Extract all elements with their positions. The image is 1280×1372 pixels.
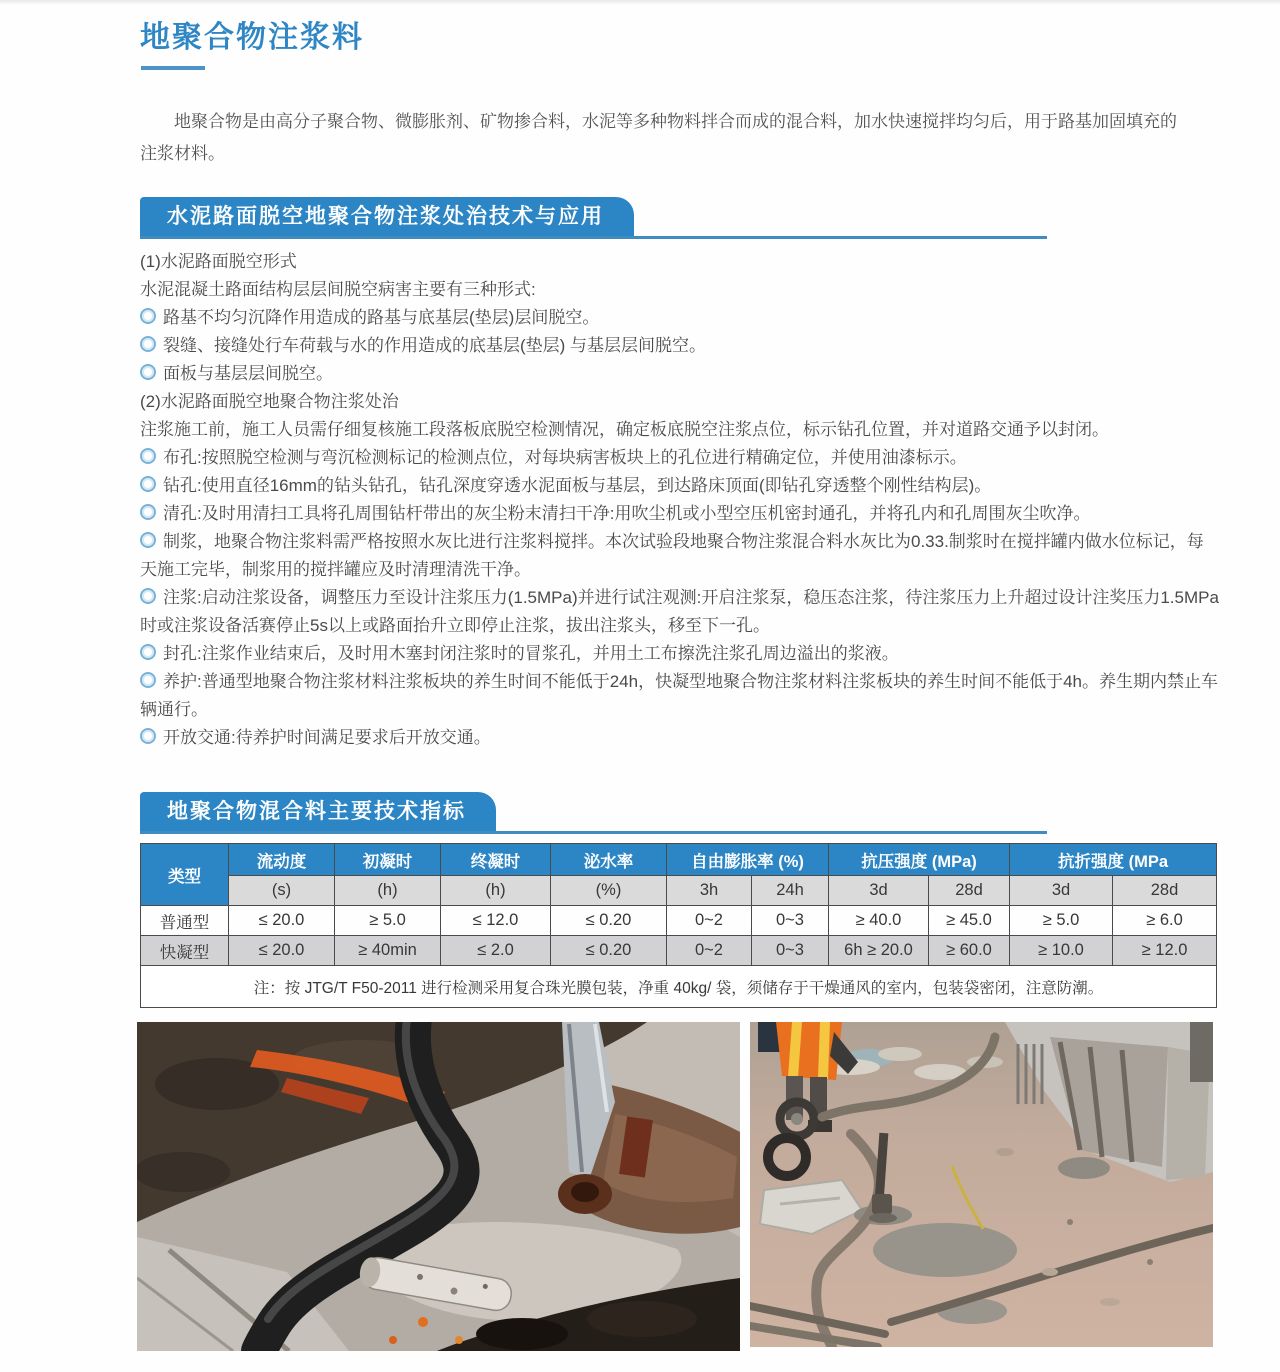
subheader-cell: 3h	[667, 876, 752, 906]
header-cell: 终凝时	[441, 844, 551, 876]
ring-bullet-icon	[140, 308, 156, 324]
cell: ≤ 0.20	[551, 906, 667, 936]
bullet-line	[140, 332, 1220, 360]
cell: 0~3	[752, 936, 829, 966]
photo-grout-hose-pavement	[137, 1022, 740, 1351]
cell: ≤ 20.0	[229, 936, 335, 966]
ring-bullet-icon	[140, 336, 156, 352]
header-cell: 抗折强度 (MPa	[1010, 844, 1217, 876]
ring-bullet-icon	[140, 476, 156, 492]
bullet-line	[140, 584, 1220, 640]
line-text: 钻孔:使用直径16mm的钻头钻孔，钻孔深度穿透水泥面板与基层，到达路床顶面(即钻孔穿透整个刚性结构层)。	[163, 476, 992, 495]
subheader-cell: 24h	[752, 876, 829, 906]
subheader-cell: (%)	[551, 876, 667, 906]
bullet-line	[140, 668, 1220, 724]
header-cell: 抗压强度 (MPa)	[829, 844, 1010, 876]
line-text: 面板与基层层间脱空。	[163, 364, 333, 383]
line-text: 路基不均匀沉降作用造成的路基与底基层(垫层)层间脱空。	[163, 308, 600, 327]
ring-bullet-icon	[140, 448, 156, 464]
ring-bullet-icon	[140, 532, 156, 548]
cell: ≥ 12.0	[1113, 936, 1217, 966]
bullet-line	[140, 500, 1220, 528]
cell: ≤ 12.0	[441, 906, 551, 936]
page-title: 地聚合物注浆料	[140, 21, 364, 54]
header-cell: 泌水率	[551, 844, 667, 876]
ring-bullet-icon	[140, 644, 156, 660]
line-text: 水泥混凝土路面结构层层间脱空病害主要有三种形式:	[140, 280, 536, 299]
line-text: 开放交通:待养护时间满足要求后开放交通。	[163, 728, 491, 747]
bullet-line	[140, 472, 1220, 500]
spec-table	[140, 843, 1217, 1008]
cell: ≥ 6.0	[1113, 906, 1217, 936]
cell: ≥ 40min	[335, 936, 441, 966]
line-text: 裂缝、接缝处行车荷载与水的作用造成的底基层(垫层) 与基层层间脱空。	[163, 336, 707, 355]
ring-bullet-icon	[140, 728, 156, 744]
header-cell: 初凝时	[335, 844, 441, 876]
section2-header	[140, 792, 1047, 834]
subheader-cell: 28d	[929, 876, 1010, 906]
table-note-row	[141, 966, 1217, 1008]
header-cell: 流动度	[229, 844, 335, 876]
section1-banner: 水泥路面脱空地聚合物注浆处治技术与应用	[140, 197, 634, 236]
bullet-line	[140, 304, 1220, 332]
section2-banner: 地聚合物混合料主要技术指标	[140, 792, 496, 831]
line-text: (1)水泥路面脱空形式	[140, 252, 297, 271]
line-text: 清孔:及时用清扫工具将孔周围钻杆带出的灰尘粉末清扫干净:用吹尘机或小型空压机密封通孔，并将孔内和孔周围灰尘吹净。	[163, 504, 1091, 523]
ring-bullet-icon	[140, 672, 156, 688]
table-header-row-1	[141, 844, 1217, 876]
bullet-line	[140, 444, 1220, 472]
table-row-normal-type	[141, 906, 1217, 936]
subheader-cell: 3d	[1010, 876, 1113, 906]
cell: ≥ 40.0	[829, 906, 929, 936]
text-line	[140, 248, 1220, 276]
page-top-edge	[0, 0, 1280, 5]
cell: ≤ 2.0	[441, 936, 551, 966]
subheader-cell: (s)	[229, 876, 335, 906]
table-note: 注：按 JTG/T F50-2011 进行检测采用复合珠光膜包装，净重 40kg/ 袋，须储存于干燥通风的室内，包装袋密闭，注意防潮。	[141, 966, 1217, 1008]
table-row-fast-type	[141, 936, 1217, 966]
intro-paragraph: 地聚合物是由高分子聚合物、微膨胀剂、矿物掺合料，水泥等多种物料拌合而成的混合料，加水快速搅拌均匀后，用于路基加固填充的注浆材料。	[140, 112, 1177, 163]
header-cell-type: 类型	[141, 844, 229, 906]
photo-worker-grouting-site	[750, 1022, 1213, 1347]
cell: ≤ 0.20	[551, 936, 667, 966]
line-text: 制浆，地聚合物注浆料需严格按照水灰比进行注浆料搅拌。本次试验段地聚合物注浆混合料水灰比为0.33.制浆时在搅拌罐内做水位标记，每天施工完毕，制浆用的搅拌罐应及时清理清洗干净。	[140, 532, 1204, 579]
section1-header	[140, 197, 1047, 239]
cell: 0~2	[667, 936, 752, 966]
subheader-cell: 3d	[829, 876, 929, 906]
line-text: 养护:普通型地聚合物注浆材料注浆板块的养生时间不能低于24h，快凝型地聚合物注浆材料注浆板块的养生时间不能低于4h。养生期内禁止车辆通行。	[140, 672, 1218, 719]
cell: ≥ 10.0	[1010, 936, 1113, 966]
title-underline	[141, 66, 205, 70]
bullet-line	[140, 360, 1220, 388]
subheader-cell: (h)	[335, 876, 441, 906]
cell: ≥ 5.0	[1010, 906, 1113, 936]
cell: ≥ 45.0	[929, 906, 1010, 936]
text-line	[140, 416, 1220, 444]
text-line	[140, 276, 1220, 304]
subheader-cell: (h)	[441, 876, 551, 906]
section1-body	[140, 248, 1220, 752]
ring-bullet-icon	[140, 588, 156, 604]
bullet-line	[140, 724, 1220, 752]
subheader-cell: 28d	[1113, 876, 1217, 906]
line-text: 封孔:注浆作业结束后，及时用木塞封闭注浆时的冒浆孔，并用土工布擦洗注浆孔周边溢出的浆液。	[163, 644, 899, 663]
bullet-line	[140, 528, 1220, 584]
cell: ≥ 60.0	[929, 936, 1010, 966]
row-label: 快凝型	[141, 936, 229, 966]
line-text: 注浆:启动注浆设备，调整压力至设计注浆压力(1.5MPa)并进行试注观测:开启注浆泵，稳压态注浆，待注浆压力上升超过设计注奖压力1.5MPa时或注浆设备活赛停止5s以上或路面抬升立即停止注浆，拔出注浆头，移至下一孔。	[140, 588, 1219, 635]
cell: 0~2	[667, 906, 752, 936]
line-text: 注浆施工前，施工人员需仔细复核施工段落板底脱空检测情况，确定板底脱空注浆点位，标示钻孔位置，并对道路交通予以封闭。	[140, 420, 1109, 439]
line-text: 布孔:按照脱空检测与弯沉检测标记的检测点位，对每块病害板块上的孔位进行精确定位，并使用油漆标示。	[163, 448, 967, 467]
ring-bullet-icon	[140, 504, 156, 520]
row-label: 普通型	[141, 906, 229, 936]
cell: 6h ≥ 20.0	[829, 936, 929, 966]
cell: ≤ 20.0	[229, 906, 335, 936]
table-header-row-2	[141, 876, 1217, 906]
line-text: (2)水泥路面脱空地聚合物注浆处治	[140, 392, 399, 411]
header-cell: 自由膨胀率 (%)	[667, 844, 829, 876]
text-line	[140, 388, 1220, 416]
ring-bullet-icon	[140, 364, 156, 380]
bullet-line	[140, 640, 1220, 668]
cell: ≥ 5.0	[335, 906, 441, 936]
cell: 0~3	[752, 906, 829, 936]
